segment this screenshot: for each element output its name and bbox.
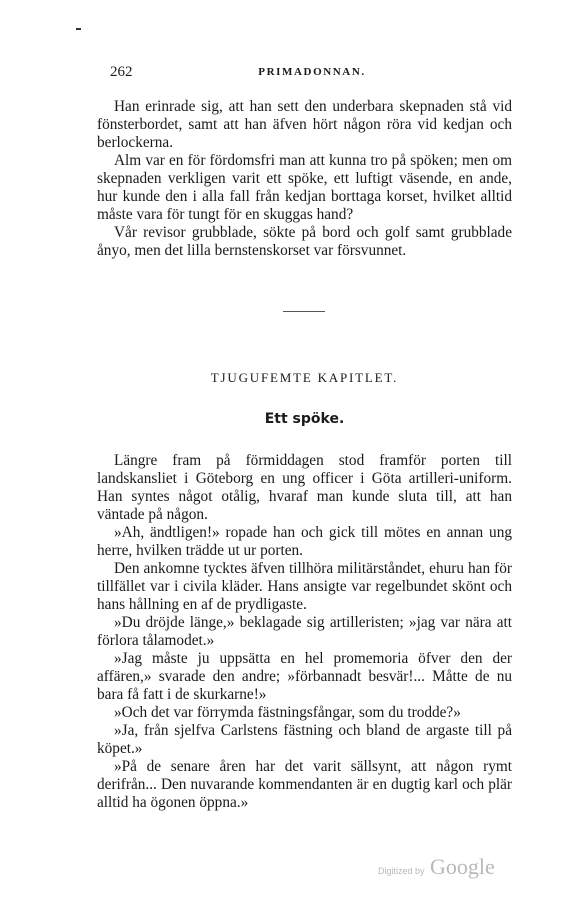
paragraph: Den ankomne tycktes äfven tillhöra militärståndet, ehuru han för tillfället var i civila kläder. Hans ansigte var regelbundet skönt och hans hållning en af de prydligaste. (97, 560, 512, 613)
running-head (110, 64, 514, 84)
paragraph: Han erinrade sig, att han sett den underbara skepnaden stå vid fönsterbordet, samt att han äfven hört någon röra vid kedjan och berlockerna. (97, 98, 512, 151)
section-divider (283, 311, 325, 312)
paragraph: Vår revisor grubblade, sökte på bord och golf samt grubblade ånyo, men det lilla bernstenskorset var försvunnet. (97, 224, 512, 259)
running-title: PRIMADONNAN. (258, 66, 366, 78)
watermark-caption: Digitized by (378, 866, 425, 876)
paragraph: »Ja, från sjelfva Carlstens fästning och bland de argaste till på köpet.» (97, 722, 512, 757)
chapter-heading: TJUGUFEMTE KAPITLET. (210, 370, 399, 385)
page-edge-mark (76, 28, 81, 30)
paragraph: »På de senare åren har det varit sällsynt, att någon rymt derifrån... Den nuvarande kommendanten är en dugtig karl och plär alltid ha ögonen öppna.» (97, 758, 512, 811)
paragraph: »Du dröjde länge,» beklagade sig artilleristen; »jag var nära att förlora tålamodet.» (97, 614, 512, 649)
paragraph: »Jag måste ju uppsätta en hel promemoria öfver den der affären,» svarade den andre; »förbannadt besvär!... Måtte de nu bara få fatt i de skurkarne!» (97, 650, 512, 703)
digitized-watermark (378, 852, 528, 880)
paragraph: Längre fram på förmiddagen stod framför porten till landskansliet i Göteborg en ung officer i Göta artilleri-uniform. Han syntes något otålig, hvaraf man kunde sluta till, att han väntade på någon. (97, 452, 512, 523)
paragraph: »Och det var förrymda fästningsfångar, som du trodde?» (114, 704, 461, 721)
google-logo: Google (430, 854, 495, 879)
text-block-chapter (97, 452, 512, 812)
paragraph: Alm var en för fördomsfri man att kunna tro på spöken; men om skepnaden verkligen varit ett spöke, ett luftigt väsende, en ande, hur kunde den i alla fall från kedjan borttaga korset, hvilket alltid måste vara för tungt för en skuggas hand? (97, 152, 512, 223)
chapter-title: Ett spöke. (264, 411, 345, 427)
paragraph: »Ah, ändtligen!» ropade han och gick till mötes en annan ung herre, hvilken trädde ut ur porten. (97, 524, 512, 559)
text-block-top (97, 98, 512, 260)
page-number: 262 (110, 64, 133, 80)
